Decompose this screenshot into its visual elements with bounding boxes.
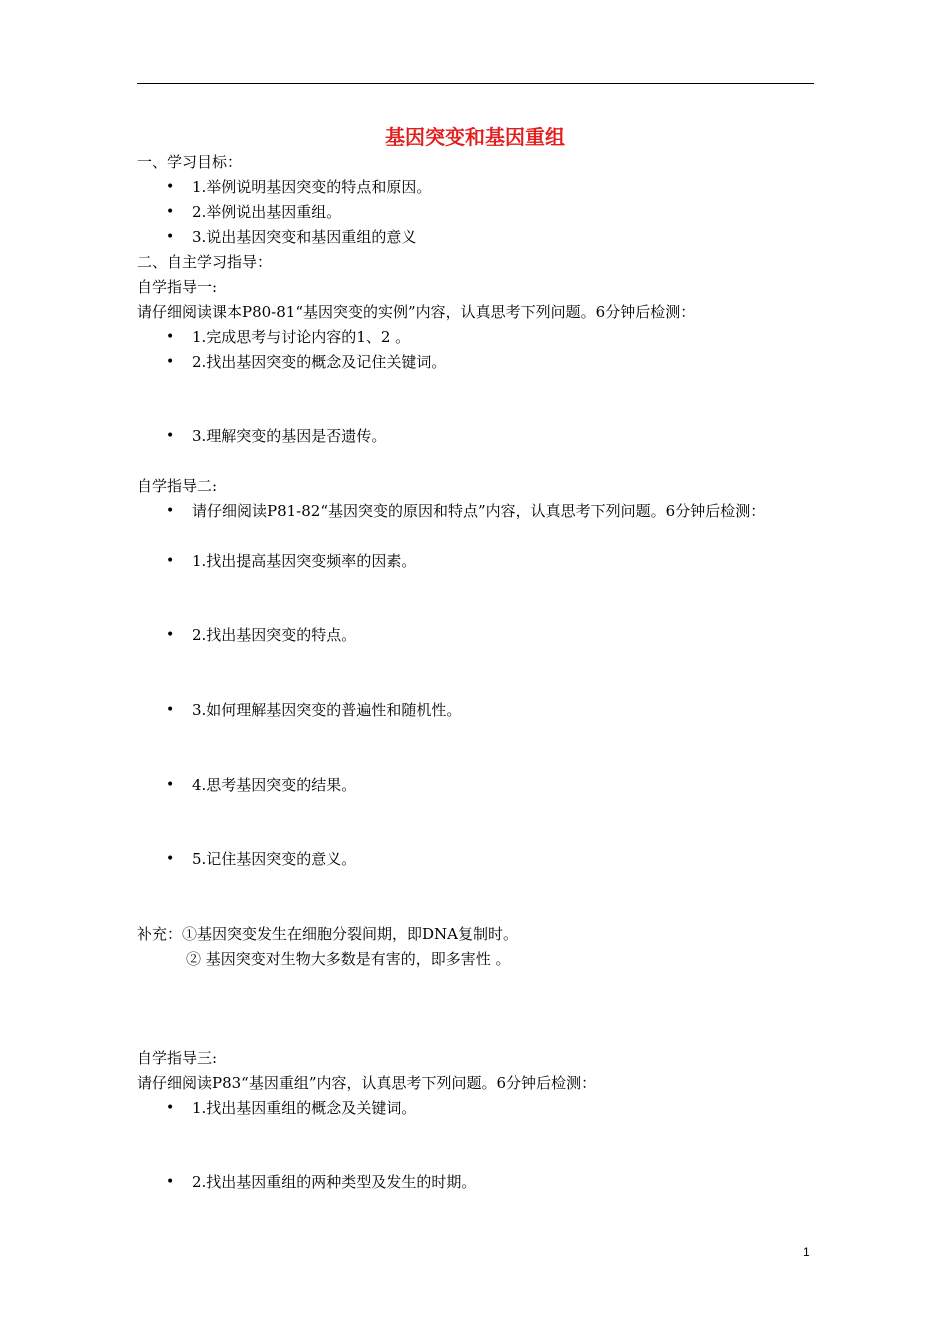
guide2-item-5: 5.记住基因突变的意义。	[192, 850, 357, 868]
bullet-icon: •	[166, 627, 175, 643]
bullet-icon: •	[166, 179, 175, 195]
page-number: 1	[803, 1245, 810, 1259]
bullet-icon: •	[166, 354, 175, 370]
guide1-heading: 自学指导一:	[137, 278, 218, 296]
guide2-item-2: 2.找出基因突变的特点。	[192, 626, 357, 644]
supplement-line-2: ② 基因突变对生物大多数是有害的，即多害性 。	[186, 950, 511, 968]
guide2-item-3: 3.如何理解基因突变的普遍性和随机性。	[192, 701, 462, 719]
bullet-icon: •	[166, 229, 175, 245]
guide3-intro: 请仔细阅读P83“基因重组”内容，认真思考下列问题。6分钟后检测：	[137, 1074, 597, 1092]
bullet-icon: •	[166, 1100, 175, 1116]
bullet-icon: •	[166, 702, 175, 718]
self-study-heading: 二、自主学习指导：	[137, 253, 273, 271]
guide1-item-3: 3.理解突变的基因是否遗传。	[192, 427, 387, 445]
guide1-item-2: 2.找出基因突变的概念及记住关键词。	[192, 353, 447, 371]
bullet-icon: •	[166, 851, 175, 867]
supplement-line-1: 补充：①基因突变发生在细胞分裂间期，即DNA复制时。	[137, 925, 518, 943]
goal-item-1: 1.举例说明基因突变的特点和原因。	[192, 178, 432, 196]
guide2-item-4: 4.思考基因突变的结果。	[192, 776, 357, 794]
document-title: 基因突变和基因重组	[385, 125, 565, 149]
bullet-icon: •	[166, 1174, 175, 1190]
bullet-icon: •	[166, 329, 175, 345]
bullet-icon: •	[166, 428, 175, 444]
header-rule	[137, 83, 814, 84]
guide1-intro: 请仔细阅读课本P80-81“基因突变的实例”内容，认真思考下列问题。6分钟后检测：	[137, 303, 696, 321]
bullet-icon: •	[166, 777, 175, 793]
bullet-icon: •	[166, 553, 175, 569]
goal-item-2: 2.举例说出基因重组。	[192, 203, 342, 221]
goals-heading: 一、学习目标：	[137, 153, 243, 171]
bullet-icon: •	[166, 503, 175, 519]
guide2-item-1: 1.找出提高基因突变频率的因素。	[192, 552, 417, 570]
guide1-item-1: 1.完成思考与讨论内容的1、2 。	[192, 328, 411, 346]
guide3-heading: 自学指导三:	[137, 1049, 218, 1067]
guide2-intro: 请仔细阅读P81-82“基因突变的原因和特点”内容，认真思考下列问题。6分钟后检测：	[192, 502, 766, 520]
goal-item-3: 3.说出基因突变和基因重组的意义	[192, 228, 417, 246]
guide2-heading: 自学指导二:	[137, 477, 218, 495]
guide3-item-2: 2.找出基因重组的两种类型及发生的时期。	[192, 1173, 477, 1191]
bullet-icon: •	[166, 204, 175, 220]
guide3-item-1: 1.找出基因重组的概念及关键词。	[192, 1099, 417, 1117]
